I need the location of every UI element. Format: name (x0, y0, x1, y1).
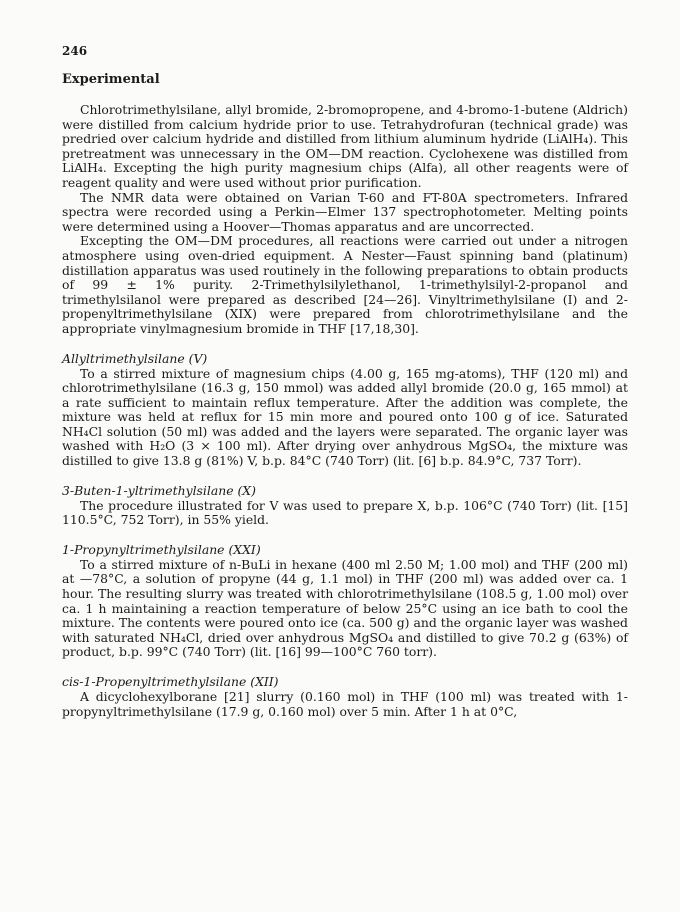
section-text: To a stirred mixture of n-BuLi in hexane (400 ml 2.50 M; 1.00 mol) and THF (200 ml) at —78°C, a solution of propyne (44 g, 1.1 mol) in THF (200 ml) was added over ca. 1 hour. The resulting slurry was treated with chlorotrimethylsilane (108.5 g, 1.00 mol) over ca. 1 h maintaining a reaction temperature of below 25°C using an ice bath to cool the mixture. The contents were poured onto ice (ca. 500 g) and the organic layer was washed with saturated NH₄Cl, dried over anhydrous MgSO₄ and distilled to give 70.2 g (63%) of product, b.p. 99°C (740 Torr) (lit. [16] 99—100°C 760 torr). (62, 556, 628, 660)
paragraph-reagents: Chlorotrimethylsilane, allyl bromide, 2-bromopropene, and 4-bromo-1-butene (Aldrich) were distilled from calcium hydride prior to use. Tetrahydrofuran (technical grade) was predried over calcium hydride and distilled from lithium aluminum hydride (LiAlH₄). This pretreatment was unnecessary in the OM—DM reaction. Cyclohexene was distilled from LiAlH₄. Excepting the high purity magnesium chips (Alfa), all other reagents were of reagent quality and were used without prior purification. (62, 102, 628, 190)
section-title: 1-Propynyltrimethylsilane (XXI) (62, 541, 261, 557)
section-heading-experimental: Experimental (62, 72, 160, 87)
page-number: 246 (62, 44, 88, 58)
paragraph-instruments: The NMR data were obtained on Varian T-60 and FT-80A spectrometers. Infrared spectra were recorded using a Perkin—Elmer 137 spectrophotometer. Melting points were determined using a Hoover—Thomas apparatus and are uncorrected. (62, 189, 628, 234)
section-title: Allyltrimethylsilane (V) (62, 350, 208, 366)
paragraph-procedures: Excepting the OM—DM procedures, all reactions were carried out under a nitrogen atmosphere using oven-dried equipment. A Nester—Faust spinning band (platinum) distillation apparatus was used routinely in the following preparations to obtain products of 99 ± 1% purity. 2-Trimethylsilylethanol, 1-trimethylsilyl-2-propanol and trimethylsilanol were prepared as described [24—26]. Vinyltrimethylsilane (I) and 2-propenyltrimethylsilane (XIX) were prepared from chlorotrimethylsilane and the appropriate vinylmagnesium bromide in THF [17,18,30]. (62, 233, 628, 336)
section-title: cis-1-Propenyltrimethylsilane (XII) (62, 674, 279, 689)
text-column (62, 72, 628, 719)
section-title: 3-Buten-1-yltrimethylsilane (X) (62, 482, 256, 498)
section-text: To a stirred mixture of magnesium chips (4.00 g, 165 mg-atoms), THF (120 ml) and chlorotrimethylsilane (16.3 g, 150 mmol) was added allyl bromide (20.0 g, 165 mmol) at a rate sufficient to maintain reflux temperature. After the addition was complete, the mixture was held at reflux for 15 min more and poured onto 100 g of ice. Saturated NH₄Cl solution (50 ml) was added and the layers were separated. The organic layer was washed with H₂O (3 × 100 ml). After drying over anhydrous MgSO₄, the mixture was distilled to give 13.8 g (81%) V, b.p. 84°C (740 Torr) (lit. [6] b.p. 84.9°C, 737 Torr). (62, 365, 628, 469)
section-allyltrimethylsilane (62, 351, 628, 469)
section-text: The procedure illustrated for V was used to prepare X, b.p. 106°C (740 Torr) (lit. [15] 110.5°C, 752 Torr), in 55% yield. (62, 497, 628, 528)
section-propynyltrimethylsilane (62, 542, 628, 660)
section-text: A dicyclohexylborane [21] slurry (0.160 mol) in THF (100 ml) was treated with 1-propynyltrimethylsilane (17.9 g, 0.160 mol) over 5 min. After 1 h at 0°C, (62, 689, 628, 719)
section-butenyltrimethylsilane (62, 483, 628, 528)
section-propenyltrimethylsilane (62, 674, 628, 719)
